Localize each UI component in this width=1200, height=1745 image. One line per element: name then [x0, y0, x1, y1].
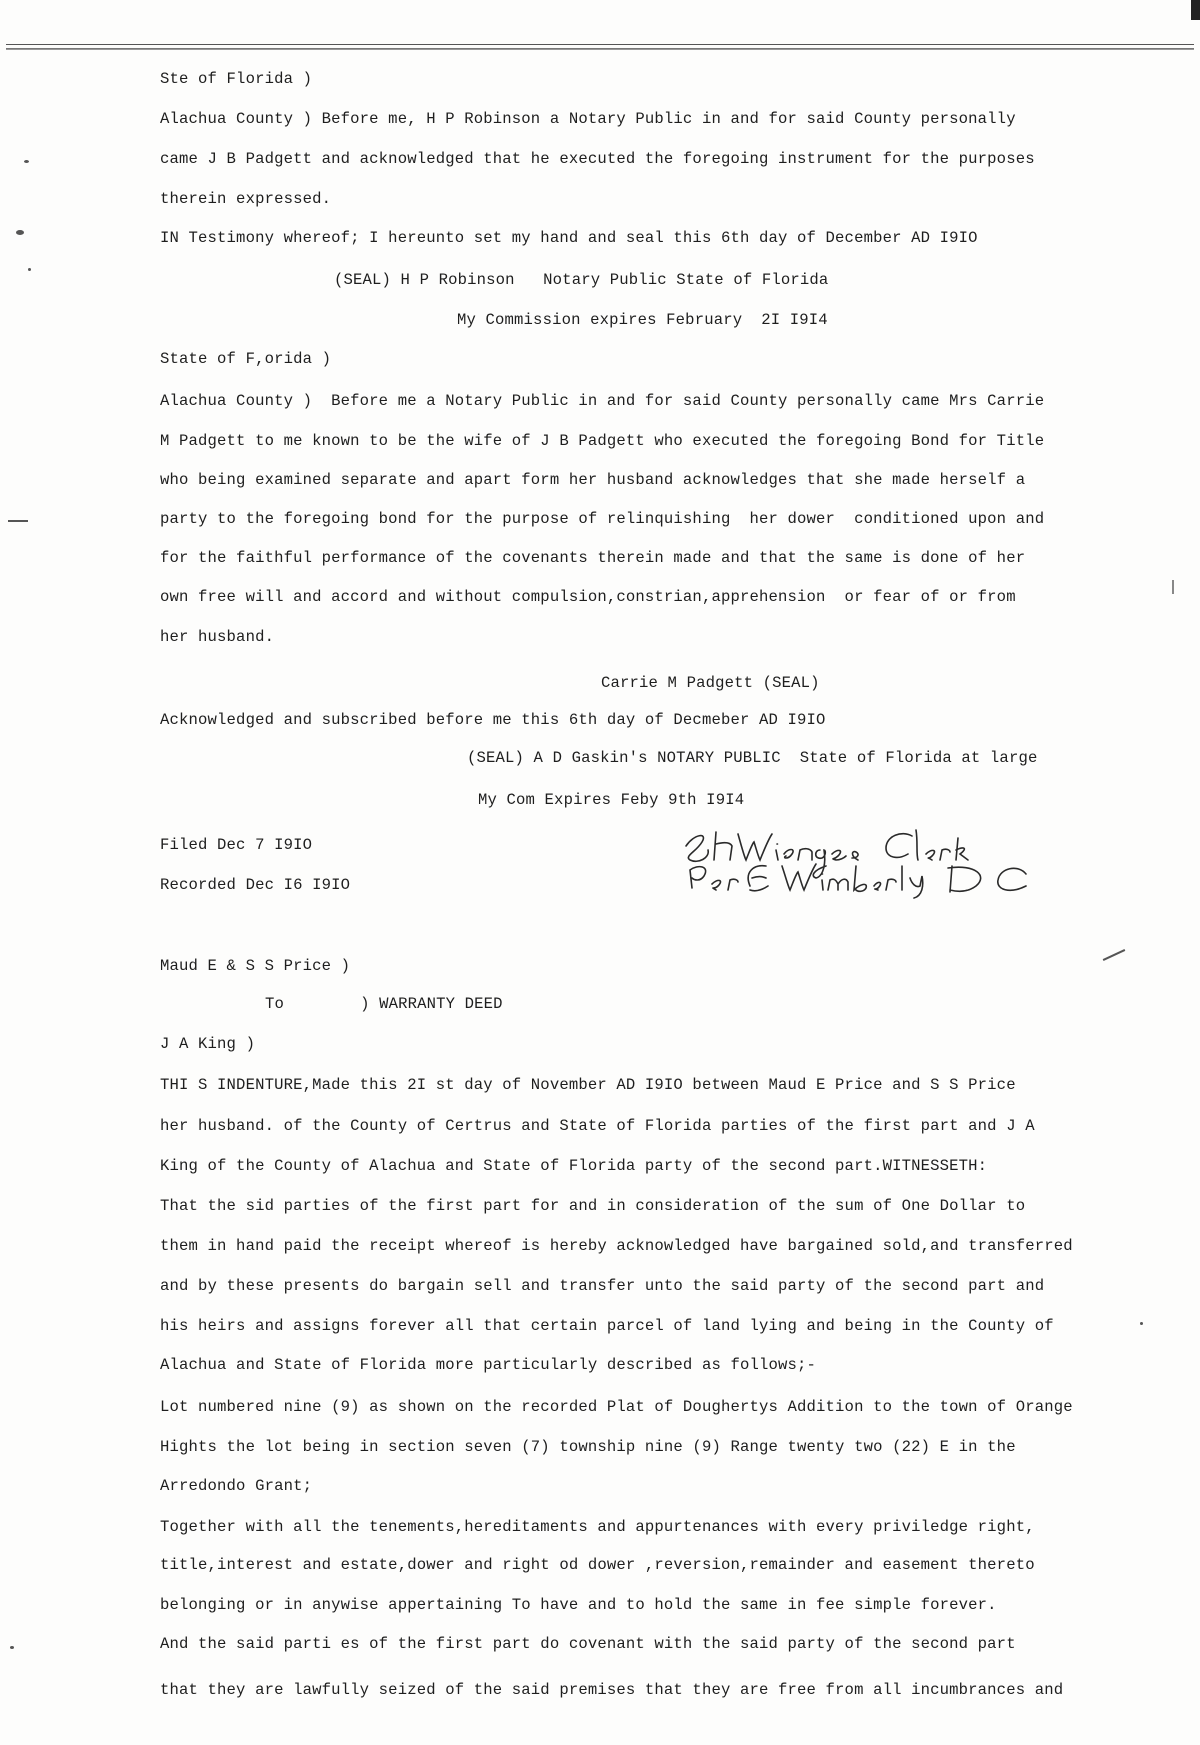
text-line: State of F,orida ) — [160, 350, 332, 368]
text-line: Arredondo Grant; — [160, 1477, 313, 1495]
text-line: Filed Dec 7 I9IO — [160, 836, 313, 854]
text-line: Lot numbered nine (9) as shown on the recorded Plat of Doughertys Addition to the town of Orange — [160, 1398, 1073, 1416]
text-line: and by these presents do bargain sell and transfer unto the said party of the second part and — [160, 1277, 1045, 1295]
handwritten-clerk-signature — [680, 820, 1080, 900]
text-line: (SEAL) H P Robinson Notary Public State of Florida — [334, 271, 829, 289]
text-line: Carrie M Padgett (SEAL) — [601, 674, 820, 692]
text-line: Alachua and State of Florida more particularly described as follows;- — [160, 1356, 817, 1374]
page-speck — [8, 520, 28, 522]
text-line: Alachua County ) Before me a Notary Public in and for said County personally came Mrs Carrie — [160, 392, 1045, 410]
text-line: Recorded Dec I6 I9IO — [160, 876, 351, 894]
text-line: belonging or in anywise appertaining To have and to hold the same in fee simple forever. — [160, 1596, 997, 1614]
text-line: own free will and accord and without compulsion,constrian,apprehension or fear of or from — [160, 588, 1016, 606]
text-line: THI S INDENTURE,Made this 2I st day of November AD I9IO between Maud E Price and S S Price — [160, 1076, 1016, 1094]
text-line: his heirs and assigns forever all that certain parcel of land lying and being in the County of — [160, 1317, 1054, 1335]
text-line: Acknowledged and subscribed before me this 6th day of Decmeber AD I9IO — [160, 711, 826, 729]
text-line: King of the County of Alachua and State of Florida party of the second part.WITNESSETH: — [160, 1157, 988, 1175]
text-line: party to the foregoing bond for the purpose of relinquishing her dower conditioned upon and — [160, 510, 1045, 528]
text-line: Together with all the tenements,hereditaments and appurtenances with every priviledge right, — [160, 1518, 1035, 1536]
text-line: her husband. of the County of Certrus and State of Florida parties of the first part and J A — [160, 1117, 1035, 1135]
page-speck — [1140, 1322, 1143, 1325]
text-line: M Padgett to me known to be the wife of J B Padgett who executed the foregoing Bond for Title — [160, 432, 1045, 450]
text-line: IN Testimony whereof; I hereunto set my hand and seal this 6th day of December AD I9IO — [160, 229, 978, 247]
text-line: Hights the lot being in section seven (7) township nine (9) Range twenty two (22) E in the — [160, 1438, 1016, 1456]
text-line: My Com Expires Feby 9th I9I4 — [478, 791, 745, 809]
top-rule-secondary — [6, 49, 1194, 50]
text-line: them in hand paid the receipt whereof is hereby acknowledged have bargained sold,and transferred — [160, 1237, 1073, 1255]
text-line: Maud E & S S Price ) — [160, 957, 351, 975]
page-edge-mark — [1191, 0, 1200, 20]
text-line: came J B Padgett and acknowledged that he executed the foregoing instrument for the purposes — [160, 150, 1035, 168]
text-line: title,interest and estate,dower and right od dower ,reversion,remainder and easement thereto — [160, 1556, 1035, 1574]
page-speck — [10, 1646, 14, 1649]
page-speck — [28, 268, 31, 271]
text-line: therein expressed. — [160, 190, 332, 208]
page-speck — [16, 230, 24, 235]
text-line: To ) WARRANTY DEED — [265, 995, 503, 1013]
text-line: That the sid parties of the first part for and in consideration of the sum of One Dollar to — [160, 1197, 1026, 1215]
text-line: her husband. — [160, 628, 275, 646]
text-line: And the said parti es of the first part do covenant with the said party of the second part — [160, 1635, 1016, 1653]
text-line: My Commission expires February 2I I9I4 — [457, 311, 828, 329]
page-speck — [1172, 580, 1174, 594]
text-line: J A King ) — [160, 1035, 256, 1053]
page-speck — [24, 160, 29, 163]
page-speck — [1103, 949, 1126, 961]
text-line: who being examined separate and apart form her husband acknowledges that she made herself a — [160, 471, 1026, 489]
text-line: for the faithful performance of the covenants therein made and that the same is done of her — [160, 549, 1026, 567]
text-line: (SEAL) A D Gaskin's NOTARY PUBLIC State of Florida at large — [467, 749, 1038, 767]
text-line: Ste of Florida ) — [160, 70, 313, 88]
text-line: Alachua County ) Before me, H P Robinson a Notary Public in and for said County personally — [160, 110, 1016, 128]
text-line: that they are lawfully seized of the said premises that they are free from all incumbrances and — [160, 1681, 1064, 1699]
